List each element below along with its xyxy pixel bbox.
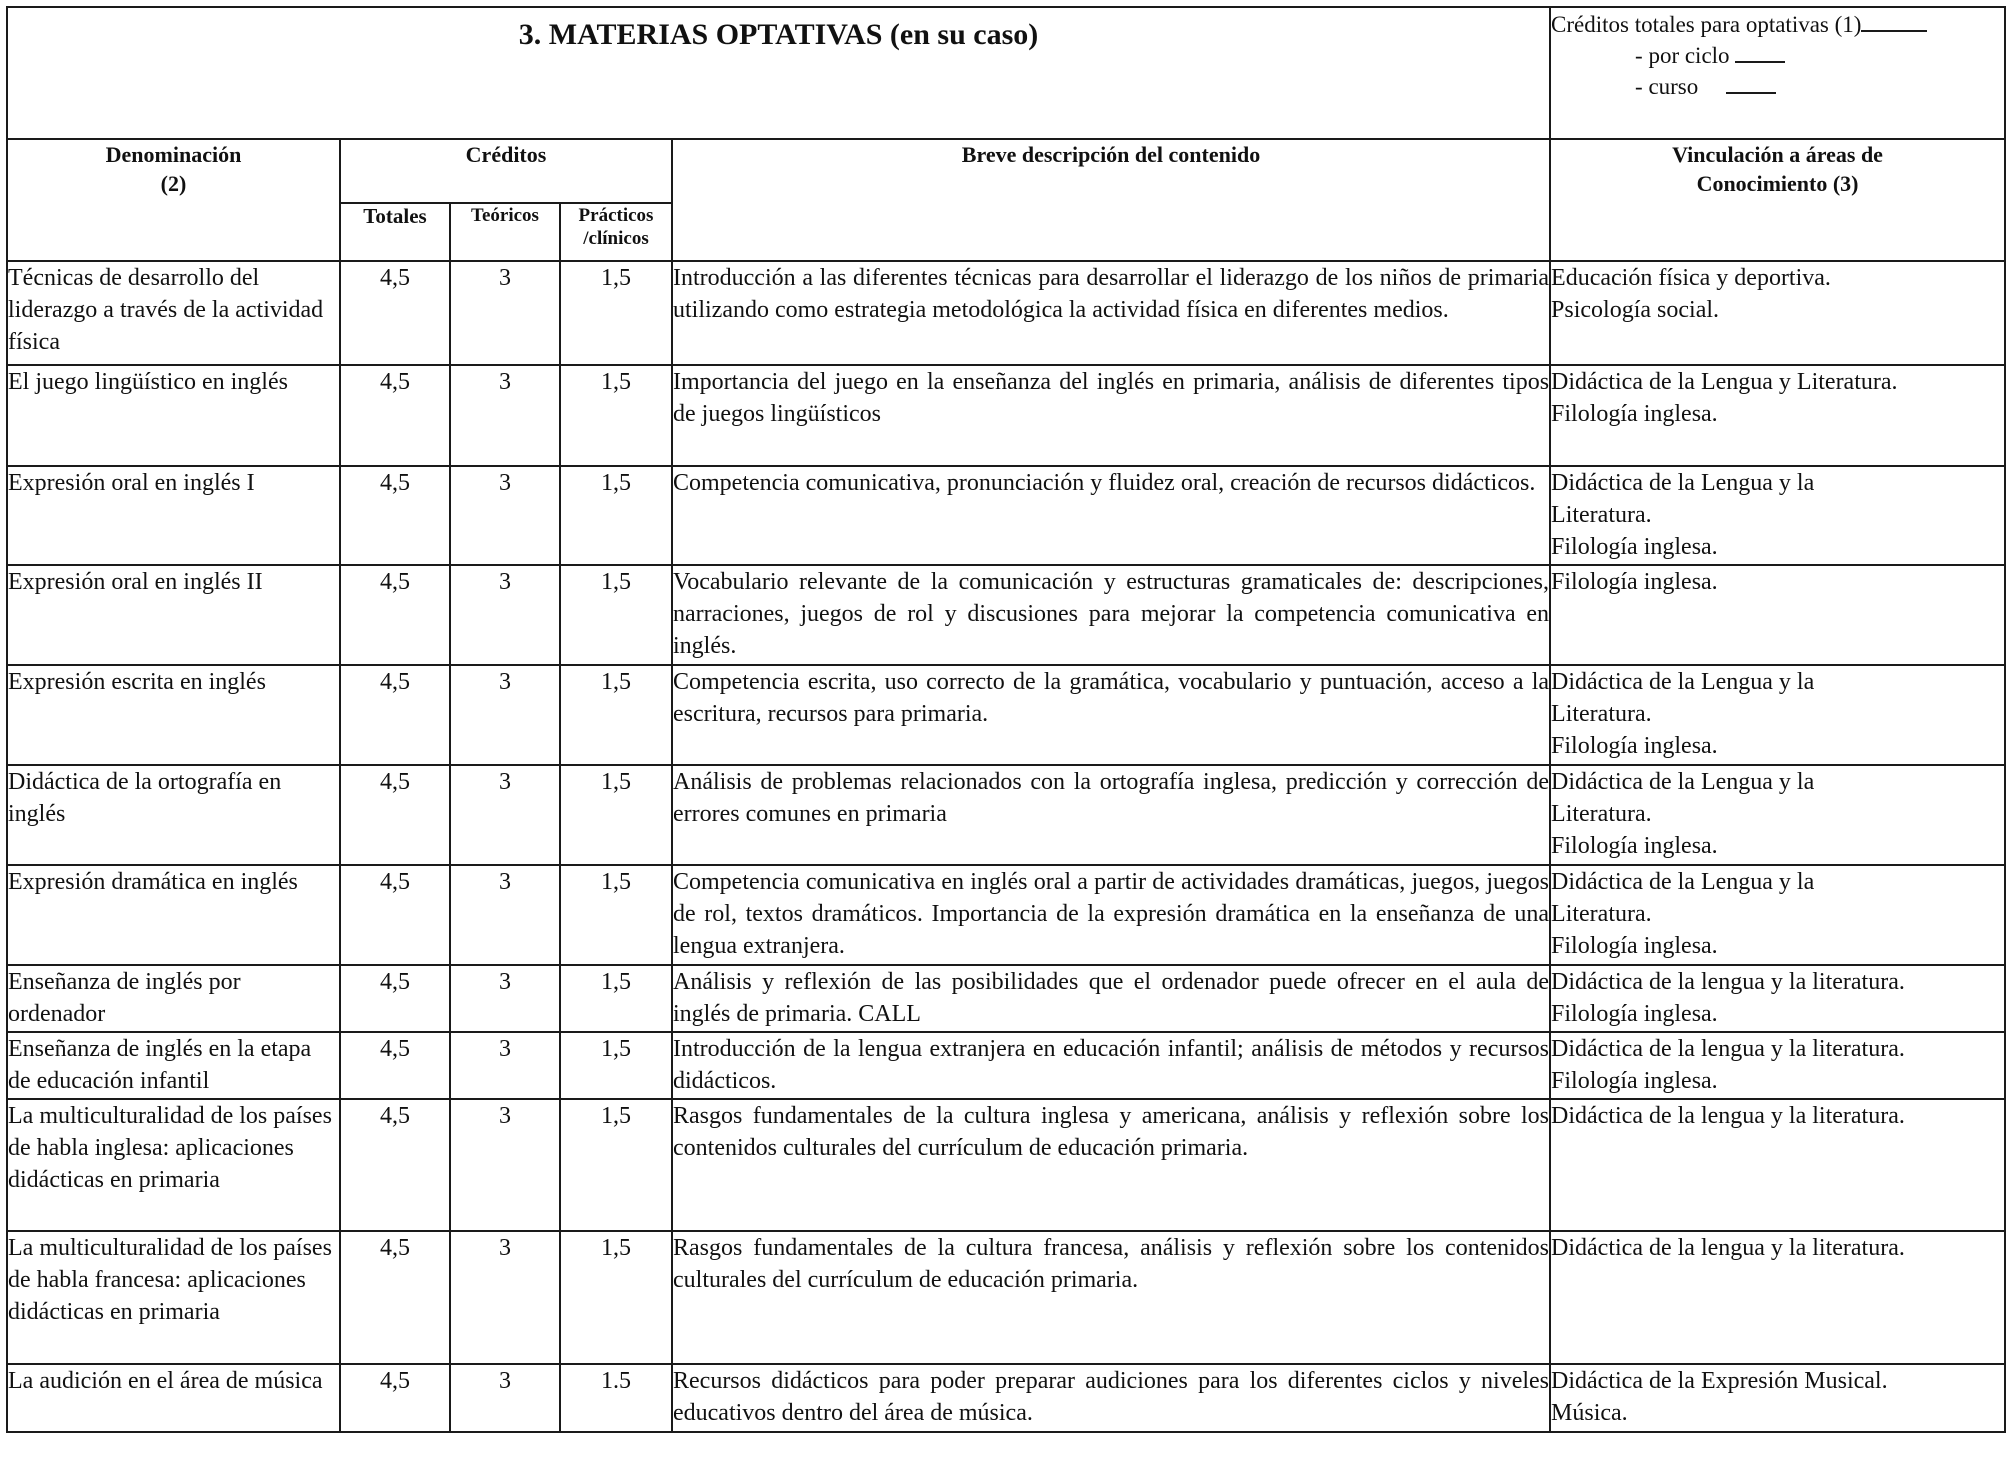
table-row bbox=[7, 565, 2005, 665]
knowledge-areas bbox=[1550, 365, 2005, 466]
credits-ciclo-label: - por ciclo bbox=[1635, 43, 1730, 68]
credits-practicos: 1,5 bbox=[560, 865, 672, 965]
knowledge-area-line: Literatura. bbox=[1551, 502, 1652, 528]
knowledge-area-line: Filología inglesa. bbox=[1551, 733, 1718, 759]
knowledge-area-line: Didáctica de la Lengua y la bbox=[1551, 470, 1815, 496]
credits-totales: 4,5 bbox=[340, 261, 450, 365]
knowledge-area-line: Filología inglesa. bbox=[1551, 569, 1718, 595]
credits-teoricos: 3 bbox=[450, 765, 560, 865]
knowledge-area-line: Didáctica de la lengua y la literatura. bbox=[1551, 1036, 1905, 1062]
content-description: Análisis y reflexión de las posibilidades que el ordenador puede ofrecer en el aula de inglés de primaria. CALL bbox=[672, 965, 1550, 1032]
subject-name: Enseñanza de inglés en la etapa de educación infantil bbox=[7, 1032, 340, 1099]
knowledge-areas bbox=[1550, 565, 2005, 665]
knowledge-area-line: Didáctica de la Lengua y la bbox=[1551, 869, 1815, 895]
header-creditos bbox=[340, 139, 672, 203]
credits-teoricos: 3 bbox=[450, 565, 560, 665]
table-row bbox=[7, 261, 2005, 365]
subject-name: Expresión oral en inglés II bbox=[7, 565, 340, 665]
credits-teoricos: 3 bbox=[450, 665, 560, 765]
credits-teoricos: 3 bbox=[450, 261, 560, 365]
credits-ciclo-line bbox=[1551, 39, 2004, 70]
content-description: Análisis de problemas relacionados con la ortografía inglesa, predicción y corrección de errores comunes en primaria bbox=[672, 765, 1550, 865]
credits-teoricos: 3 bbox=[450, 965, 560, 1032]
knowledge-area-line: Psicología social. bbox=[1551, 297, 1720, 323]
title-cell bbox=[7, 7, 1550, 139]
knowledge-areas bbox=[1550, 1364, 2005, 1432]
knowledge-areas bbox=[1550, 1032, 2005, 1099]
credits-practicos: 1,5 bbox=[560, 965, 672, 1032]
subject-name: Enseñanza de inglés por ordenador bbox=[7, 965, 340, 1032]
knowledge-area-line: Literatura. bbox=[1551, 901, 1652, 927]
credits-totales: 4,5 bbox=[340, 665, 450, 765]
knowledge-area-line: Educación física y deportiva. bbox=[1551, 265, 1831, 291]
header-denominacion-label: Denominación bbox=[105, 142, 242, 167]
content-description: Competencia escrita, uso correcto de la gramática, vocabulario y puntuación, acceso a la escritura, recursos para primaria. bbox=[672, 665, 1550, 765]
header-teoricos-label: Teóricos bbox=[471, 205, 539, 226]
knowledge-area-line: Didáctica de la Lengua y la bbox=[1551, 769, 1815, 795]
knowledge-area-line: Literatura. bbox=[1551, 701, 1652, 727]
credits-totales: 4,5 bbox=[340, 565, 450, 665]
credits-totales: 4,5 bbox=[340, 1099, 450, 1231]
credits-teoricos: 3 bbox=[450, 466, 560, 565]
table-row bbox=[7, 865, 2005, 965]
credits-totales: 4,5 bbox=[340, 865, 450, 965]
credits-practicos: 1,5 bbox=[560, 765, 672, 865]
content-description: Rasgos fundamentales de la cultura francesa, análisis y reflexión sobre los contenidos culturales del currículum de educación primaria. bbox=[672, 1231, 1550, 1364]
table-row bbox=[7, 765, 2005, 865]
credits-teoricos: 3 bbox=[450, 365, 560, 466]
credits-total-label: Créditos totales para optativas (1) bbox=[1551, 12, 1862, 37]
credits-teoricos: 3 bbox=[450, 1099, 560, 1231]
header-denominacion-note: (2) bbox=[160, 171, 187, 196]
credits-practicos: 1,5 bbox=[560, 261, 672, 365]
credits-totales: 4,5 bbox=[340, 365, 450, 466]
credits-totales: 4,5 bbox=[340, 1032, 450, 1099]
table-row bbox=[7, 965, 2005, 1032]
table-row bbox=[7, 1032, 2005, 1099]
knowledge-areas bbox=[1550, 261, 2005, 365]
content-description: Competencia comunicativa en inglés oral a partir de actividades dramáticas, juegos, juegos de rol, textos dramáticos. Importancia de la expresión dramática en la enseñanza de una lengua extranjera. bbox=[672, 865, 1550, 965]
table-row bbox=[7, 1099, 2005, 1231]
subject-name: La audición en el área de música bbox=[7, 1364, 340, 1432]
header-descripcion-label: Breve descripción del contenido bbox=[961, 142, 1261, 167]
credits-practicos: 1,5 bbox=[560, 1231, 672, 1364]
header-vinculacion-label: Vinculación a áreas de bbox=[1672, 142, 1883, 167]
credits-teoricos: 3 bbox=[450, 1364, 560, 1432]
knowledge-areas bbox=[1550, 765, 2005, 865]
table-row bbox=[7, 665, 2005, 765]
table-row bbox=[7, 1364, 2005, 1432]
credits-practicos: 1,5 bbox=[560, 1099, 672, 1231]
subject-name: Técnicas de desarrollo del liderazgo a través de la actividad física bbox=[7, 261, 340, 365]
knowledge-area-line: Didáctica de la lengua y la literatura. bbox=[1551, 969, 1905, 995]
credits-total-line bbox=[1551, 8, 2004, 39]
knowledge-areas bbox=[1550, 665, 2005, 765]
credits-practicos: 1,5 bbox=[560, 365, 672, 466]
knowledge-area-line: Didáctica de la lengua y la literatura. bbox=[1551, 1103, 1905, 1129]
content-description: Vocabulario relevante de la comunicación y estructuras gramaticales de: descripciones, narraciones, juegos de rol y discusiones para mejorar la competencia comunicativa en inglés. bbox=[672, 565, 1550, 665]
credits-practicos: 1,5 bbox=[560, 665, 672, 765]
knowledge-area-line: Didáctica de la Lengua y Literatura. bbox=[1551, 369, 1898, 395]
knowledge-area-line: Filología inglesa. bbox=[1551, 933, 1718, 959]
knowledge-area-line: Filología inglesa. bbox=[1551, 534, 1718, 560]
credits-practicos: 1,5 bbox=[560, 565, 672, 665]
credits-totales: 4,5 bbox=[340, 466, 450, 565]
credits-teoricos: 3 bbox=[450, 865, 560, 965]
content-description: Introducción a las diferentes técnicas para desarrollar el liderazgo de los niños de primaria utilizando como estrategia metodológica la actividad física en diferentes medios. bbox=[672, 261, 1550, 365]
header-vinculacion bbox=[1550, 139, 2005, 261]
page-title: 3. MATERIAS OPTATIVAS (en su caso) bbox=[518, 18, 1039, 51]
header-totales-label: Totales bbox=[363, 204, 427, 228]
header-teoricos bbox=[450, 203, 560, 261]
knowledge-areas bbox=[1550, 965, 2005, 1032]
table-row bbox=[7, 466, 2005, 565]
knowledge-area-line: Filología inglesa. bbox=[1551, 1068, 1718, 1094]
subject-name: La multiculturalidad de los países de habla inglesa: aplicaciones didácticas en primaria bbox=[7, 1099, 340, 1231]
knowledge-areas bbox=[1550, 1231, 2005, 1364]
credits-teoricos: 3 bbox=[450, 1231, 560, 1364]
subject-name: Expresión oral en inglés I bbox=[7, 466, 340, 565]
knowledge-area-line: Didáctica de la Lengua y la bbox=[1551, 669, 1815, 695]
credits-ciclo-blank bbox=[1735, 39, 1785, 63]
credits-practicos: 1,5 bbox=[560, 1032, 672, 1099]
knowledge-area-line: Literatura. bbox=[1551, 801, 1652, 827]
knowledge-area-line: Didáctica de la lengua y la literatura. bbox=[1551, 1235, 1905, 1261]
knowledge-area-line: Filología inglesa. bbox=[1551, 833, 1718, 859]
credits-curso-label: - curso bbox=[1635, 74, 1699, 99]
content-description: Competencia comunicativa, pronunciación y fluidez oral, creación de recursos didácticos. bbox=[672, 466, 1550, 565]
header-denominacion bbox=[7, 139, 340, 261]
subject-name: El juego lingüístico en inglés bbox=[7, 365, 340, 466]
knowledge-areas bbox=[1550, 466, 2005, 565]
header-vinculacion-label-2: Conocimiento (3) bbox=[1696, 171, 1859, 196]
header-practicos-label: Prácticos bbox=[578, 205, 654, 226]
header-descripcion bbox=[672, 139, 1550, 261]
table-row bbox=[7, 1231, 2005, 1364]
subject-name: Expresión dramática en inglés bbox=[7, 865, 340, 965]
table-row bbox=[7, 365, 2005, 466]
credits-totales: 4,5 bbox=[340, 1231, 450, 1364]
header-practicos-label-2: /clínicos bbox=[583, 228, 649, 249]
knowledge-areas bbox=[1550, 865, 2005, 965]
subject-name: La multiculturalidad de los países de habla francesa: aplicaciones didácticas en primaria bbox=[7, 1231, 340, 1364]
knowledge-area-line: Filología inglesa. bbox=[1551, 1001, 1718, 1027]
content-description: Importancia del juego en la enseñanza del inglés en primaria, análisis de diferentes tipos de juegos lingüísticos bbox=[672, 365, 1550, 466]
content-description: Rasgos fundamentales de la cultura inglesa y americana, análisis y reflexión sobre los contenidos culturales del currículum de educación primaria. bbox=[672, 1099, 1550, 1231]
credits-practicos: 1.5 bbox=[560, 1364, 672, 1432]
knowledge-area-line: Filología inglesa. bbox=[1551, 401, 1718, 427]
knowledge-areas bbox=[1550, 1099, 2005, 1231]
header-creditos-label: Créditos bbox=[465, 142, 547, 167]
optional-subjects-table bbox=[6, 6, 2006, 1433]
credits-curso-line bbox=[1551, 70, 2004, 101]
subject-name: Didáctica de la ortografía en inglés bbox=[7, 765, 340, 865]
credits-summary-box bbox=[1550, 7, 2005, 139]
knowledge-area-line: Didáctica de la Expresión Musical. bbox=[1551, 1368, 1888, 1394]
content-description: Recursos didácticos para poder preparar audiciones para los diferentes ciclos y niveles educativos dentro del área de música. bbox=[672, 1364, 1550, 1432]
content-description: Introducción de la lengua extranjera en educación infantil; análisis de métodos y recursos didácticos. bbox=[672, 1032, 1550, 1099]
credits-totales: 4,5 bbox=[340, 1364, 450, 1432]
credits-practicos: 1,5 bbox=[560, 466, 672, 565]
credits-totales: 4,5 bbox=[340, 765, 450, 865]
credits-total-blank bbox=[1861, 8, 1927, 32]
knowledge-area-line: Música. bbox=[1551, 1400, 1628, 1426]
header-practicos bbox=[560, 203, 672, 261]
credits-totales: 4,5 bbox=[340, 965, 450, 1032]
subject-name: Expresión escrita en inglés bbox=[7, 665, 340, 765]
header-totales bbox=[340, 203, 450, 261]
credits-teoricos: 3 bbox=[450, 1032, 560, 1099]
credits-curso-blank bbox=[1726, 70, 1776, 94]
